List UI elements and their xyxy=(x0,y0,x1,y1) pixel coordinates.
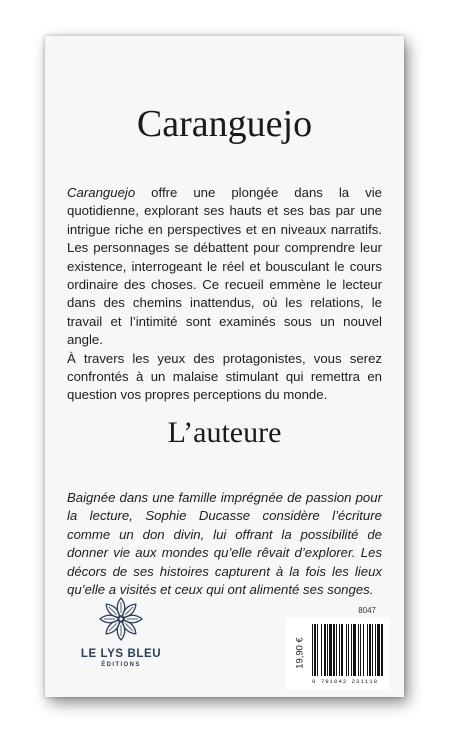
author-bio: Baignée dans une famille imprégnée de passion pour la lecture, Sophie Ducasse considère l’écriture comme un don divin, lui offrant la possibilité de donner vie aux mondes qu’elle rêvait d’explorer. Les décors de ses histoires capturent à la fois les lieux qu’elle a visités et ceux qui ont alimenté ses songes. xyxy=(67,490,382,598)
synopsis-paragraph-2: À travers les yeux des protagonistes, vous serez confrontés à un malaise stimulant qui remettra en question vos propres perceptions du monde. xyxy=(67,350,382,403)
publisher-subtitle: ÉDITIONS xyxy=(101,662,141,668)
lotus-flower-icon xyxy=(98,596,144,642)
author-heading: L’auteure xyxy=(167,416,282,449)
publisher-name: LE LYS BLEU xyxy=(80,648,162,660)
book-title: Caranguejo xyxy=(136,103,313,145)
book-back-cover xyxy=(45,36,404,697)
synopsis-title-italic: Caranguejo xyxy=(67,185,136,200)
price-label xyxy=(293,626,307,680)
product-code: 8047 xyxy=(358,606,376,615)
isbn-number: 9 791042 231118 xyxy=(312,678,379,685)
publisher-logo xyxy=(77,596,165,686)
synopsis xyxy=(67,184,382,405)
synopsis-paragraph-1-text: offre une plongée dans la vie quotidienne, explorant ses hauts et ses bas par une intrigue riche en perspectives et en niveaux narratifs. Les personnages se débattent pour comprendre leur existence, interrogeant le réel et bousculant le cours ordinaire des choses. Ce recueil emmène le lecteur dans des chemins inattendus, où les relations, le travail et l’intimité sont examinés sous un nouvel angle. xyxy=(67,185,382,348)
synopsis-paragraph-1 xyxy=(67,184,382,350)
price-text: 19,90 € xyxy=(294,637,306,669)
barcode-icon xyxy=(312,624,386,676)
